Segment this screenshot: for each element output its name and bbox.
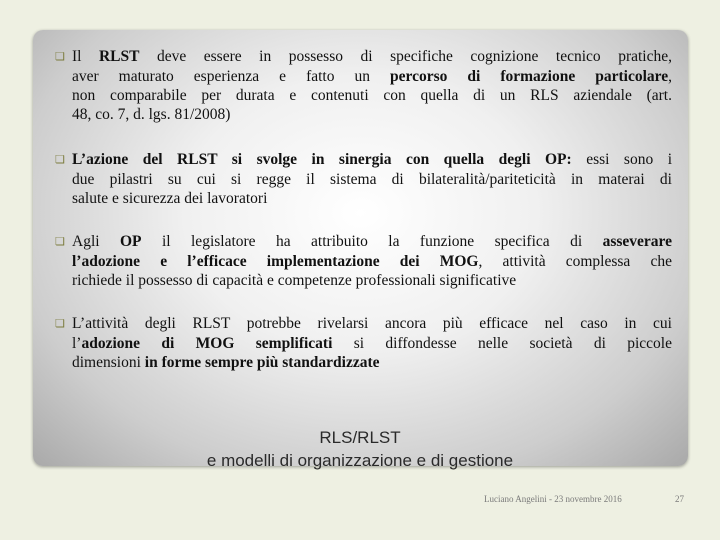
bullet-2 — [55, 150, 672, 208]
bullet-line: due pilastri su cui si regge il sistema di bilateralità/pariteticità in materai di — [72, 171, 672, 188]
bullet-line: ❏ Il RLST deve essere in possesso di specifiche cognizione tecnico pratiche, — [55, 48, 672, 65]
bullet-line: salute e sicurezza dei lavoratori — [72, 190, 268, 207]
hollow-square-bullet-icon: ❏ — [55, 318, 65, 330]
hollow-square-bullet-icon: ❏ — [55, 51, 65, 63]
slide-title-line-2: e modelli di organizzazione e di gestione — [206, 451, 514, 470]
bullet-line: richiede il possesso di capacità e competenze professionali significative — [72, 272, 517, 289]
bullet-line: ❏ L’azione del RLST si svolge in sinergia con quella degli OP: essi sono i — [55, 151, 673, 168]
hollow-square-bullet-icon: ❏ — [55, 154, 65, 166]
hollow-square-bullet-icon: ❏ — [55, 236, 65, 248]
slide-title-line-1: RLS/RLST — [319, 428, 401, 447]
footer-text: Luciano Angelini - 23 novembre 2016 — [484, 494, 622, 504]
bullet-4 — [55, 314, 672, 372]
bullet-line: aver maturato esperienza e fatto un percorso di formazione particolare, — [72, 68, 672, 85]
bullet-line: dimensioni in forme sempre più standardizzate — [72, 354, 380, 371]
bullet-line: l’adozione di MOG semplificati si diffondesse nelle società di piccole — [72, 335, 672, 352]
bullet-3 — [55, 232, 672, 290]
bullet-line: non comparabile per durata e contenuti con quella di un RLS aziendale (art. — [72, 87, 672, 104]
bullet-line: l’adozione e l’efficace implementazione dei MOG, attività complessa che — [72, 253, 672, 270]
bullet-1 — [55, 47, 672, 124]
bullet-line: ❏ Agli OP il legislatore ha attribuito la funzione specifica di asseverare — [55, 233, 673, 250]
bullet-line: ❏ L’attività degli RLST potrebbe rivelarsi ancora più efficace nel caso in cui — [55, 315, 672, 332]
page-number: 27 — [675, 494, 684, 504]
bullet-line: 48, co. 7, d. lgs. 81/2008) — [72, 106, 231, 123]
